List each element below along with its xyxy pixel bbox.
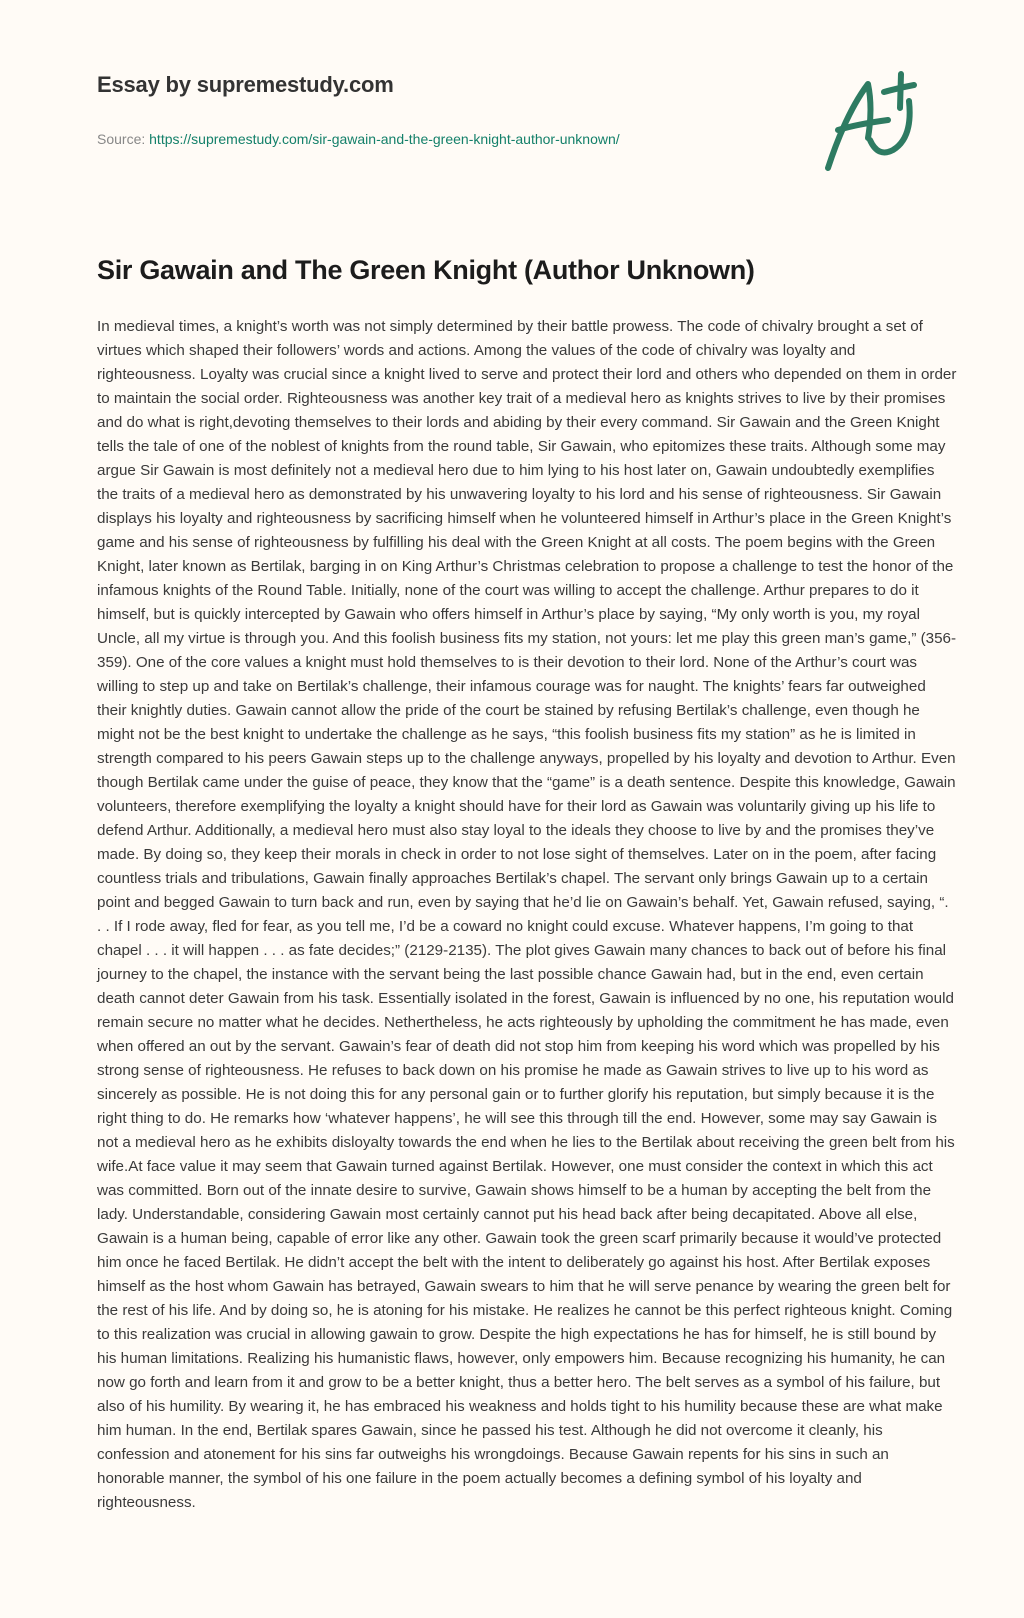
essay-title: Sir Gawain and The Green Knight (Author Unknown) — [97, 255, 755, 285]
site-title: Essay by supremestudy.com — [97, 72, 394, 97]
a-plus-grade-icon — [818, 68, 938, 178]
source-line — [97, 131, 837, 147]
essay-body: In medieval times, a knight’s worth was not simply determined by their battle prowess. The code of chivalry brought a set of virtues which shaped their followers’ words and actions. Among the values of the code of chivalry was loyalty and righteousness. Loyalty was crucial since a knight lived to serve and protect their lord and others who depended on them in order to maintain the social order. Righteousness was another key trait of a medieval hero as knights strives to live by their promises and do what is right,devoting themselves to their lords and abiding by their every command. Sir Gawain and the Green Knight tells the tale of one of the noblest of knights from the round table, Sir Gawain, who epitomizes these traits. Although some may argue Sir Gawain is most definitely not a medieval hero due to him lying to his host later on, Gawain undoubtedly exemplifies the traits of a medieval hero as demonstrated by his unwavering loyalty to his lord and his sense of righteousness. Sir Gawain displays his loyalty and righteousness by sacrificing himself when he volunteered himself in Arthur’s place in the Green Knight’s game and his sense of righteousness by fulfilling his deal with the Green Knight at all costs. The poem begins with the Green Knight, later known as Bertilak, barging in on King Arthur’s Christmas celebration to propose a challenge to test the honor of the infamous knights of the Round Table. Initially, none of the court was willing to accept the challenge. Arthur prepares to do it himself, but is quickly intercepted by Gawain who offers himself in Arthur’s place by saying, “My only worth is you, my royal Uncle, all my virtue is through you. And this foolish business fits my station, not yours: let me play this green man’s game,” (356-359). One of the core values a knight must hold themselves to is their devotion to their lord. None of the Arthur’s court was willing to step up and take on Bertilak’s challenge, their infamous courage was for naught. The knights’ fears far outweighed their knightly duties. Gawain cannot allow the pride of the court be stained by refusing Bertilak’s challenge, even though he might not be the best knight to undertake the challenge as he says, “this foolish business fits my station” as he is limited in strength compared to his peers Gawain steps up to the challenge anyways, propelled by his loyalty and devotion to Arthur. Even though Bertilak came under the guise of peace, they know that the “game” is a death sentence. Despite this knowledge, Gawain volunteers, therefore exemplifying the loyalty a knight should have for their lord as Gawain was voluntarily giving up his life to defend Arthur. Additionally, a medieval hero must also stay loyal to the ideals they choose to live by and the promises they’ve made. By doing so, they keep their morals in check in order to not lose sight of themselves. Later on in the poem, after facing countless trials and tribulations, Gawain finally approaches Bertilak’s chapel. The servant only brings Gawain up to a certain point and begged Gawain to turn back and run, even by saying that he’d lie on Gawain’s behalf. Yet, Gawain refused, saying, “. . . If I rode away, fled for fear, as you tell me, I’d be a coward no knight could excuse. Whatever happens, I’m going to that chapel . . . it will happen . . . as fate decides;” (2129-2135). The plot gives Gawain many chances to back out of before his final journey to the chapel, the instance with the servant being the last possible chance Gawain had, but in the end, even certain death cannot deter Gawain from his task. Essentially isolated in the forest, Gawain is influenced by no one, his reputation would remain secure no matter what he decides. Nethertheless, he acts righteously by upholding the commitment he has made, even when offered an out by the servant. Gawain’s fear of death did not stop him from keeping his word which was propelled by his strong sense of righteousness. He refuses to back down on his promise he made as Gawain strives to live up to his word as sincerely as possible. He is not doing this for any personal gain or to further glorify his reputation, but simply because it is the right thing to do. He remarks how ‘whatever happens’, he will see this through till the end. However, some may say Gawain is not a medieval hero as he exhibits disloyalty towards the end when he lies to the Bertilak about receiving the green belt from his wife.At face value it may seem that Gawain turned against Bertilak. However, one must consider the context in which this act was committed. Born out of the innate desire to survive, Gawain shows himself to be a human by accepting the belt from the lady. Understandable, considering Gawain most certainly cannot put his head back after being decapitated. Above all else, Gawain is a human being, capable of error like any other. Gawain took the green scarf primarily because it would’ve protected him once he faced Bertilak. He didn’t accept the belt with the intent to deliberately go against his host. After Bertilak exposes himself as the host whom Gawain has betrayed, Gawain swears to him that he will serve penance by wearing the green belt for the rest of his life. And by doing so, he is atoning for his mistake. He realizes he cannot be this perfect righteous knight. Coming to this realization was crucial in allowing gawain to grow. Despite the high expectations he has for himself, he is still bound by his human limitations. Realizing his humanistic flaws, however, only empowers him. Because recognizing his humanity, he can now go forth and learn from it and grow to be a better knight, thus a better hero. The belt serves as a symbol of his failure, but also of his humility. By wearing it, he has embraced his weakness and holds tight to his humility because these are what make him human. In the end, Bertilak spares Gawain, since he passed his test. Although he did not overcome it cleanly, his confession and atonement for his sins far outweighs his wrongdoings. Because Gawain repents for his sins in such an honorable manner, the symbol of his one failure in the poem actually becomes a defining symbol of his loyalty and righteousness. — [97, 318, 957, 1511]
source-link[interactable]: https://supremestudy.com/sir-gawain-and-the-green-knight-author-unknown/ — [149, 131, 620, 147]
source-label: Source: — [97, 131, 150, 147]
page-header — [97, 72, 837, 147]
